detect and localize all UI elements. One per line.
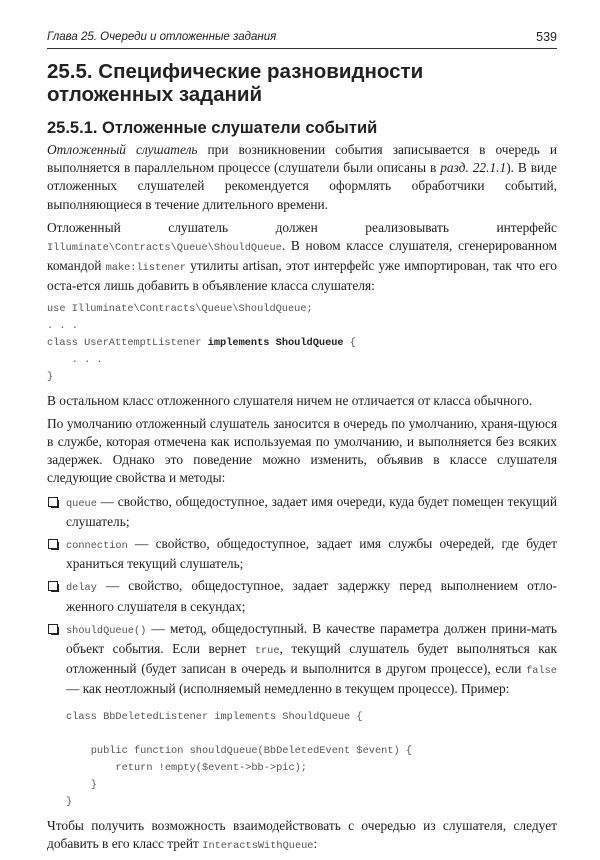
inline-code: delay (66, 582, 97, 595)
chapter-title: Глава 25. Очереди и отложенные задания (47, 31, 277, 43)
text: . В новом классе слушателя, сгенерированном командой (47, 238, 557, 274)
inline-code: queue (66, 497, 97, 510)
code-keyword: implements ShouldQueue (207, 336, 344, 349)
section-reference: разд. 22.1.1 (440, 160, 507, 176)
code-line: public function shouldQueue(BbDeletedEvent $event) { (66, 744, 413, 757)
paragraph-rest: В остальном класс отложенного слушателя ничем не отличается от класса обычного. (47, 392, 533, 408)
page-number: 539 (536, 30, 557, 44)
code-line: use Illuminate\Contracts\Queue\ShouldQueue; (47, 302, 313, 315)
inline-code: true (254, 645, 280, 658)
running-header (47, 30, 557, 49)
inline-code: Illuminate\Contracts\Queue\ShouldQueue (47, 242, 282, 255)
checkbox-bullet-icon (48, 581, 58, 591)
code-line: { (343, 336, 356, 349)
inline-code: connection (66, 540, 128, 553)
text: : (313, 835, 318, 851)
paragraph-defaults: По умолчанию отложенный слушатель заносится в очередь по умолчанию, храня-щуюся в службе, которая отмечена как используемая по умолчанию, и выполняется без всяких задержек. Однако это поведение можно изменить, объявив в классе слушателя следующие свойства и методы: (47, 415, 557, 486)
text: ). В виде отложенных слушателей рекомендуется оформлять обработчики событий, выполняющиеся в течение длительного времени. (47, 160, 557, 212)
checkbox-bullet-icon (48, 497, 58, 507)
inline-code: false (526, 665, 557, 678)
list-item (47, 620, 557, 811)
code-line: } (66, 778, 97, 791)
code-line: } (66, 795, 73, 808)
text: — свойство, общедоступное, задает задержку перед выполнением отло-женного слушателя в секундах; (66, 578, 557, 614)
subsection-title: 25.5.1. Отложенные слушатели событий (47, 119, 378, 137)
text: при возникновении события записывается в очередь и выполняется в параллельном процессе (слушатели были описаны в (47, 142, 557, 176)
inline-code: InteractsWithQueue (202, 839, 314, 852)
list-item (47, 577, 557, 615)
term: Отложенный слушатель (47, 142, 198, 157)
code-line: class UserAttemptListener (47, 336, 208, 349)
list-item (47, 493, 557, 531)
text: — метод, общедоступный. В качестве параметра должен прини-мать объект события. Если вернет (66, 620, 557, 657)
text: утилиты artisan, этот интерфейс уже импортирован, так что его оста-ется лишь добавить в объявление класса слушателя: (47, 258, 557, 294)
code-line: } (47, 370, 54, 383)
text: — свойство, общедоступное, задает имя службы очередей, где будет храниться текущий слушатель; (66, 536, 557, 572)
list-item (47, 535, 557, 573)
inline-code: shouldQueue() (66, 624, 147, 637)
paragraph-trait (47, 817, 557, 855)
paragraph-interface (47, 219, 557, 296)
code-line: . . . (47, 319, 78, 332)
code-listing-2 (66, 709, 557, 811)
checkbox-bullet-icon (48, 539, 58, 549)
section-title: 25.5. Специфические разновидности отложенных заданий (47, 60, 424, 106)
code-listing-1 (47, 301, 557, 386)
paragraph-intro (47, 141, 557, 214)
text: , текущий слушатель будет выполняться как отложенный (будет записан в очередь и выполнится в другом процессе), если (66, 641, 558, 677)
code-line: class BbDeletedListener implements ShouldQueue { (66, 710, 363, 723)
text: — как неотложный (исполняемый немедленно в текущем процессе). Пример: (66, 681, 510, 697)
code-line: . . . (47, 353, 103, 366)
text: — свойство, общедоступное, задает имя очереди, куда будет помещен текущий слушатель; (66, 493, 557, 529)
text: Отложенный слушатель должен реализовывать интерфейс (47, 219, 557, 235)
text: Чтобы получить возможность взаимодействовать с очередью из слушателя, следует добавить в его класс трейт (47, 817, 557, 851)
code-line: return !empty($event->bb->pic); (66, 761, 307, 774)
inline-code: make:listener (105, 262, 186, 275)
checkbox-bullet-icon (48, 624, 58, 634)
property-list (47, 493, 557, 811)
page-body (47, 141, 557, 860)
